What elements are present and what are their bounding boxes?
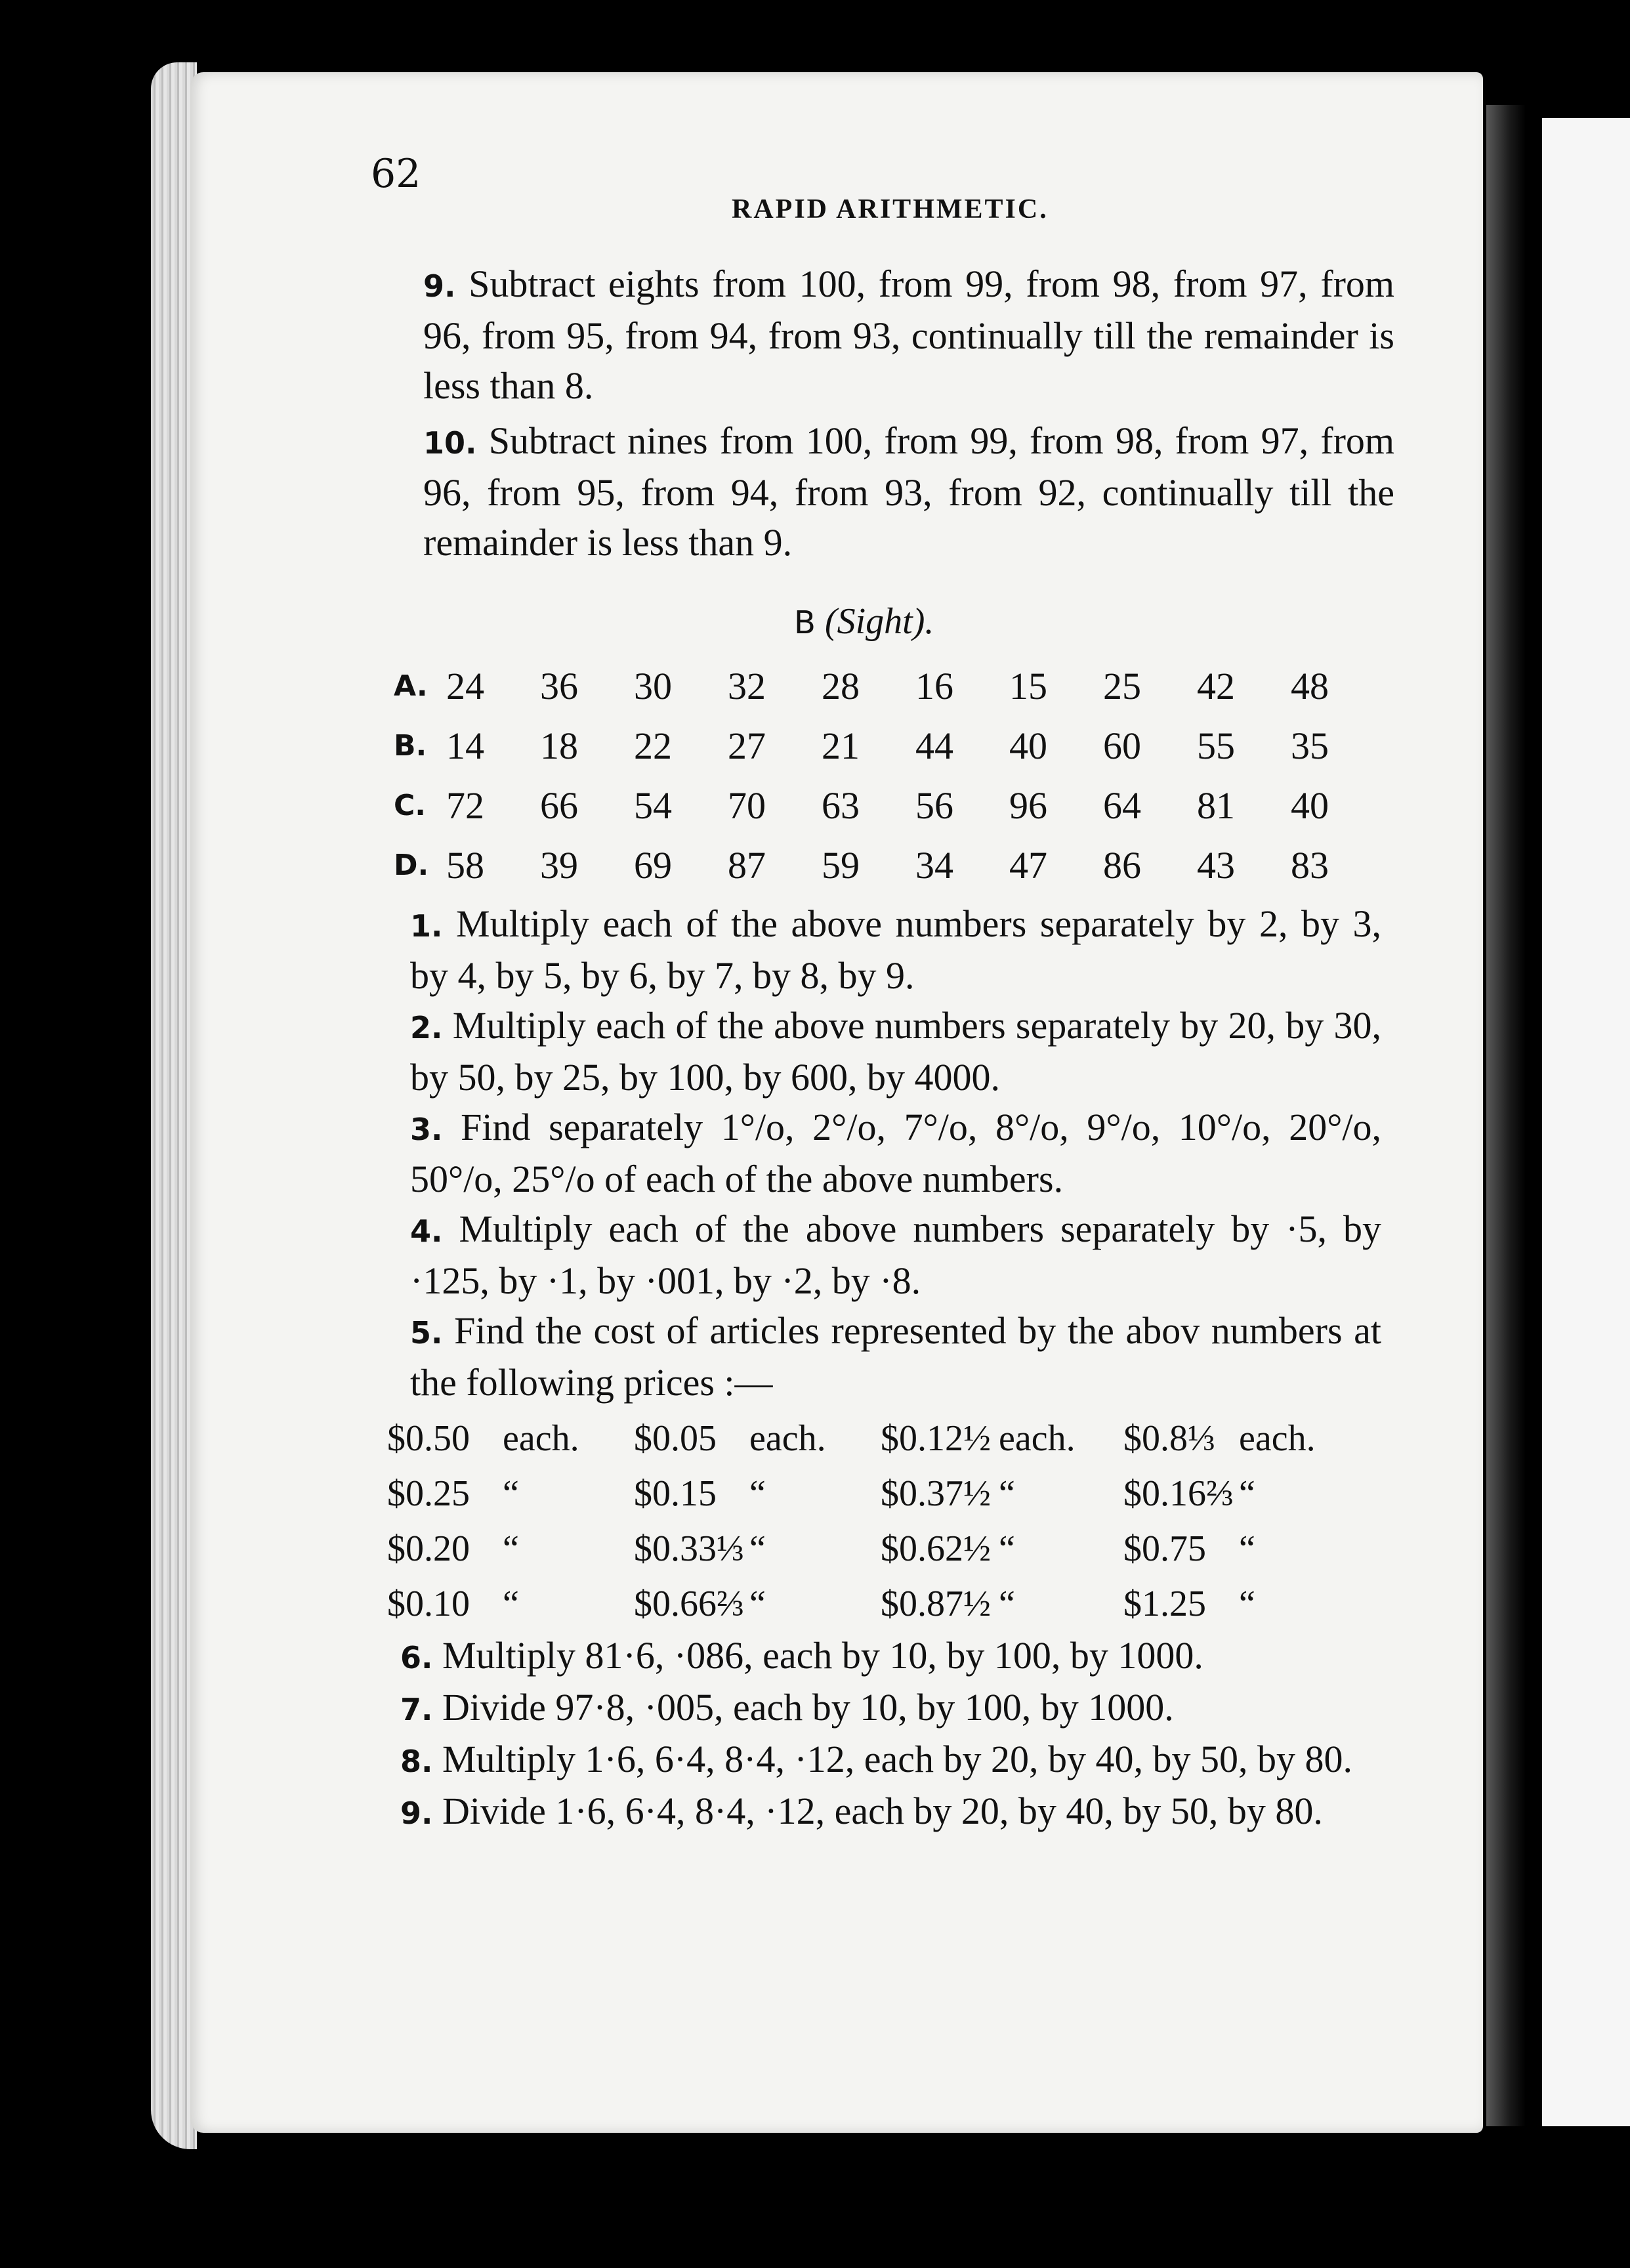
price-value: $0.33⅓ <box>634 1528 744 1569</box>
sight-cell: 81 <box>1197 784 1235 827</box>
price-value: $0.8⅓ <box>1123 1418 1215 1459</box>
sight-cell: 28 <box>822 665 860 707</box>
price-unit: “ <box>1239 1584 1255 1624</box>
sight-row-label: C. <box>394 789 427 822</box>
section-heading: B (Sight). <box>794 601 934 642</box>
exercise-6: 6. Multiply 81·6, ·086, each by 10, by 100, by 1000. <box>400 1634 1203 1677</box>
sight-cell: 72 <box>446 784 484 827</box>
sight-cell: 39 <box>540 844 578 887</box>
prices-table <box>387 1411 1370 1631</box>
sight-cell: 30 <box>634 665 672 707</box>
price-value: $0.15 <box>634 1473 717 1514</box>
price-row <box>387 1521 1370 1576</box>
price-value: $0.66⅔ <box>634 1584 744 1624</box>
sight-cell: 48 <box>1291 665 1329 707</box>
sight-cell: 34 <box>915 844 953 887</box>
exercise-4: 4. Multiply each of the above numbers separately by ·5, by ·125, by ·1, by ·001, by ·2, by ·8. <box>410 1208 1382 1302</box>
price-value: $0.50 <box>387 1418 470 1459</box>
exercise-2: 2. Multiply each of the above numbers separately by 20, by 30, by 50, by 25, by 100, by 600, by 4000. <box>410 1004 1382 1099</box>
price-value: $0.12½ <box>881 1418 991 1459</box>
running-title: RAPID ARITHMETIC. <box>732 194 1049 224</box>
price-unit: “ <box>749 1528 766 1569</box>
price-unit: “ <box>503 1584 519 1624</box>
sight-row <box>394 776 1385 835</box>
page-number: 62 <box>371 151 421 197</box>
price-value: $0.75 <box>1123 1528 1206 1569</box>
exercise-3: 3. Find separately 1°/o, 2°/o, 7°/o, 8°/o, 9°/o, 10°/o, 20°/o, 50°/o, 25°/o of each of the above numbers. <box>410 1106 1382 1200</box>
sight-cell: 83 <box>1291 844 1329 887</box>
price-value: $0.25 <box>387 1473 470 1514</box>
price-unit: each. <box>999 1418 1076 1459</box>
sight-row <box>394 835 1385 895</box>
sight-row <box>394 656 1385 716</box>
price-value: $0.62½ <box>881 1528 991 1569</box>
sight-row-label: D. <box>394 849 429 882</box>
book-gutter <box>1486 105 1526 2126</box>
exercises-bottom <box>348 1631 1371 1838</box>
sight-cell: 24 <box>446 665 484 707</box>
exercise-9: 9. Subtract eights from 100, from 99, from 98, from 97, from 96, from 95, from 94, from 93, continually till the remainder is less than 8. <box>423 262 1395 407</box>
sight-row-label: B. <box>394 729 427 763</box>
sight-cell: 96 <box>1009 784 1047 827</box>
sight-cell: 56 <box>915 784 953 827</box>
sight-cell: 14 <box>446 724 484 767</box>
price-unit: “ <box>1239 1528 1255 1569</box>
sight-cell: 22 <box>634 724 672 767</box>
price-unit: each. <box>1239 1418 1316 1459</box>
price-unit: “ <box>749 1584 766 1624</box>
sight-cell: 16 <box>915 665 953 707</box>
sight-cell: 21 <box>822 724 860 767</box>
exercises-mid <box>358 899 1381 1408</box>
price-unit: “ <box>999 1584 1015 1624</box>
sight-cell: 18 <box>540 724 578 767</box>
sight-cell: 15 <box>1009 665 1047 707</box>
sight-cell: 27 <box>728 724 766 767</box>
price-unit: “ <box>999 1528 1015 1569</box>
sight-cell: 60 <box>1103 724 1141 767</box>
sight-cell: 66 <box>540 784 578 827</box>
sight-cell: 58 <box>446 844 484 887</box>
sight-cell: 59 <box>822 844 860 887</box>
price-row <box>387 1411 1370 1466</box>
exercises-top <box>371 259 1394 568</box>
sight-cell: 86 <box>1103 844 1141 887</box>
exercise-10: 10. Subtract nines from 100, from 99, from 98, from 97, from 96, from 95, from 94, from 93, from 92, continually till the remainder is less than 9. <box>423 419 1394 564</box>
price-unit: each. <box>503 1418 579 1459</box>
sight-cell: 40 <box>1009 724 1047 767</box>
sight-numbers-table <box>394 656 1385 895</box>
price-value: $0.16⅔ <box>1123 1473 1234 1514</box>
exercise-1: 1. Multiply each of the above numbers separately by 2, by 3, by 4, by 5, by 6, by 7, by 8, by 9. <box>410 902 1382 997</box>
sight-cell: 63 <box>822 784 860 827</box>
exercise-9b: 9. Divide 1·6, 6·4, 8·4, ·12, each by 20, by 40, by 50, by 80. <box>400 1790 1323 1832</box>
sight-cell: 44 <box>915 724 953 767</box>
price-value: $0.37½ <box>881 1473 991 1514</box>
sight-cell: 55 <box>1197 724 1235 767</box>
price-value: $0.87½ <box>881 1584 991 1624</box>
sight-cell: 70 <box>728 784 766 827</box>
sight-cell: 54 <box>634 784 672 827</box>
price-unit: each. <box>749 1418 826 1459</box>
sight-cell: 32 <box>728 665 766 707</box>
price-row <box>387 1466 1370 1521</box>
sight-cell: 64 <box>1103 784 1141 827</box>
price-value: $1.25 <box>1123 1584 1206 1624</box>
facing-page-edge <box>1542 118 1630 2126</box>
price-unit: “ <box>749 1473 766 1514</box>
price-value: $0.05 <box>634 1418 717 1459</box>
sight-cell: 40 <box>1291 784 1329 827</box>
price-unit: “ <box>503 1473 519 1514</box>
price-unit: “ <box>1239 1473 1255 1514</box>
sight-cell: 43 <box>1197 844 1235 887</box>
sight-cell: 25 <box>1103 665 1141 707</box>
price-value: $0.20 <box>387 1528 470 1569</box>
sight-cell: 35 <box>1291 724 1329 767</box>
sight-cell: 42 <box>1197 665 1235 707</box>
price-unit: “ <box>999 1473 1015 1514</box>
exercise-8: 8. Multiply 1·6, 6·4, 8·4, ·12, each by 20, by 40, by 50, by 80. <box>400 1738 1352 1780</box>
exercise-7: 7. Divide 97·8, ·005, each by 10, by 100, by 1000. <box>400 1686 1174 1729</box>
sight-cell: 69 <box>634 844 672 887</box>
price-row <box>387 1576 1370 1631</box>
sight-row-label: A. <box>394 669 428 703</box>
exercise-5: 5. Find the cost of articles represented by the abov numbers at the following prices :— <box>410 1309 1382 1404</box>
sight-cell: 47 <box>1009 844 1047 887</box>
price-value: $0.10 <box>387 1584 470 1624</box>
sight-cell: 87 <box>728 844 766 887</box>
sight-row <box>394 716 1385 776</box>
sight-cell: 36 <box>540 665 578 707</box>
price-unit: “ <box>503 1528 519 1569</box>
